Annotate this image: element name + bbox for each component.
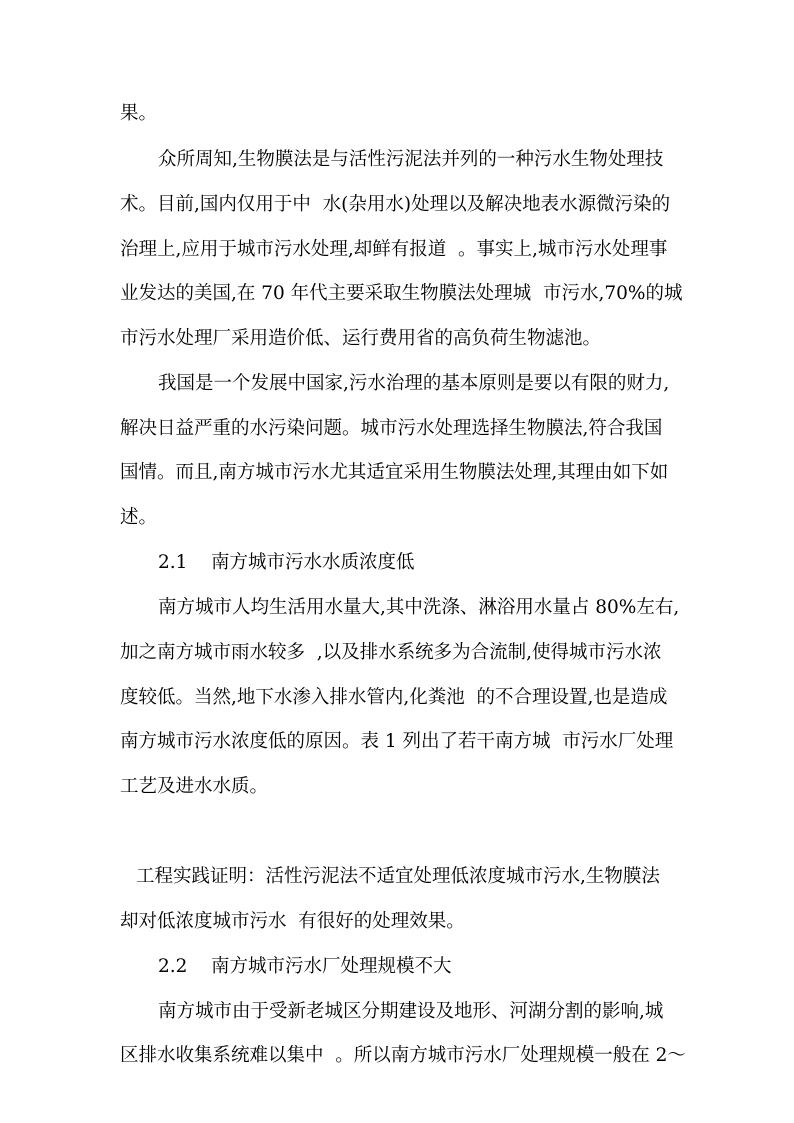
paragraph-line: 南方城市由于受新老城区分期建设及地形、河湖分割的影响,城 [158,1001,664,1022]
paragraph-line: 果。 [120,103,158,124]
paragraph-line: 市污水处理厂采用造价低、运行费用省的高负荷生物滤池。 [120,328,602,349]
paragraph-line: 南方城市污水浓度低的原因。表 1 列出了若干南方城 市污水厂处理 [120,731,674,752]
paragraph-line: 加之南方城市雨水较多 ,以及排水系统多为合流制,使得城市污水浓 [120,642,662,663]
section-heading: 2.2 南方城市污水厂处理规模不大 [158,956,452,977]
paragraph-line: 南方城市人均生活用水量大,其中洗涤、淋浴用水量占 80%左右, [158,597,680,618]
paragraph-line: 我国是一个发展中国家,污水治理的基本原则是要以有限的财力, [158,373,670,394]
paragraph-line: 度较低。当然,地下水渗入排水管内,化粪池 的不合理设置,也是造成 [120,687,668,708]
paragraph-line: 述。 [120,507,158,528]
paragraph-line: 区排水收集系统难以集中 。所以南方城市污水厂处理规模一般在 2～ [120,1045,686,1066]
paragraph-line: 众所周知,生物膜法是与活性污泥法并列的一种污水生物处理技 [158,149,664,170]
paragraph-line: 业发达的美国,在 70 年代主要采取生物膜法处理城 市污水,70%的城 [120,283,683,304]
paragraph-line: 解决日益严重的水污染问题。城市污水处理选择生物膜法,符合我国 [120,418,663,439]
section-heading: 2.1 南方城市污水水质浓度低 [158,552,415,573]
paragraph-line: 术。目前,国内仅用于中 水(杂用水)处理以及解决地表水源微污染的 [120,194,671,215]
paragraph-line: 却对低浓度城市污水 有很好的处理效果。 [120,911,465,932]
paragraph-line: 工程实践证明：活性污泥法不适宜处理低浓度城市污水,生物膜法 [136,866,660,887]
paragraph-line: 国情。而且,南方城市污水尤其适宜采用生物膜法处理,其理由如下如 [120,462,669,483]
paragraph-line: 工艺及进水水质。 [120,776,269,797]
paragraph-line: 治理上,应用于城市污水处理,却鲜有报道 。事实上,城市污水处理事 [120,239,668,260]
